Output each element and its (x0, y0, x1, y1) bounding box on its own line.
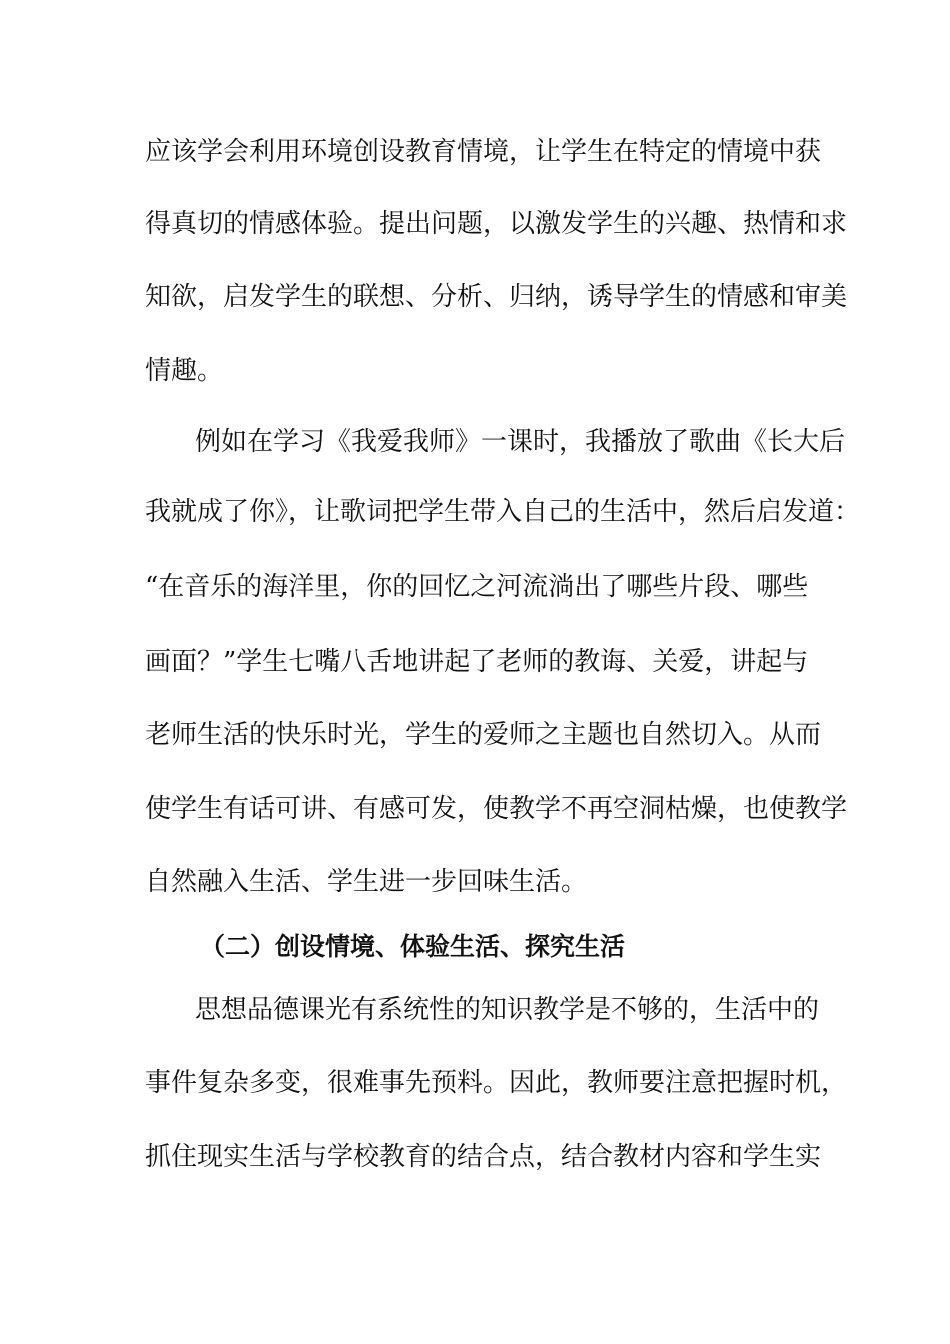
section-heading: （二）创设情境、体验生活、探究生活 (200, 932, 626, 961)
paragraph-1-line-3: 知欲，启发学生的联想、分析、归纳，诱导学生的情感和审美 (145, 282, 848, 312)
paragraph-2-line-7: 自然融入生活、学生进一步回味生活。 (145, 867, 588, 897)
paragraph-2-line-3: “在音乐的海洋里，你的回忆之河流淌出了哪些片段、哪些 (145, 572, 809, 602)
paragraph-1-line-4: 情趣。 (145, 356, 224, 386)
paragraph-2-line-6: 使学生有话可讲、有感可发，使教学不再空洞枯燥，也使教学 (145, 794, 848, 824)
paragraph-3-line-3: 抓住现实生活与学校教育的结合点，结合教材内容和学生实 (145, 1142, 822, 1172)
paragraph-2-line-2: 我就成了你》，让歌词把学生带入自己的生活中，然后启发道： (145, 497, 861, 527)
paragraph-2-line-1: 例如在学习《我爱我师》一课时，我播放了歌曲《长大后 (195, 427, 846, 457)
paragraph-1-line-1: 应该学会利用环境创设教育情境，让学生在特定的情境中获 (145, 137, 822, 167)
paragraph-1-line-2: 得真切的情感体验。提出问题，以激发学生的兴趣、热情和求 (145, 209, 848, 239)
paragraph-2-line-4: 画面？”学生七嘴八舌地讲起了老师的教诲、关爱，讲起与 (145, 647, 809, 677)
paragraph-3-line-1: 思想品德课光有系统性的知识教学是不够的，生活中的 (195, 995, 820, 1025)
paragraph-3-line-2: 事件复杂多变，很难事先预料。因此，教师要注意把握时机， (145, 1068, 848, 1098)
paragraph-2-line-5: 老师生活的快乐时光，学生的爱师之主题也自然切入。从而 (145, 720, 822, 750)
